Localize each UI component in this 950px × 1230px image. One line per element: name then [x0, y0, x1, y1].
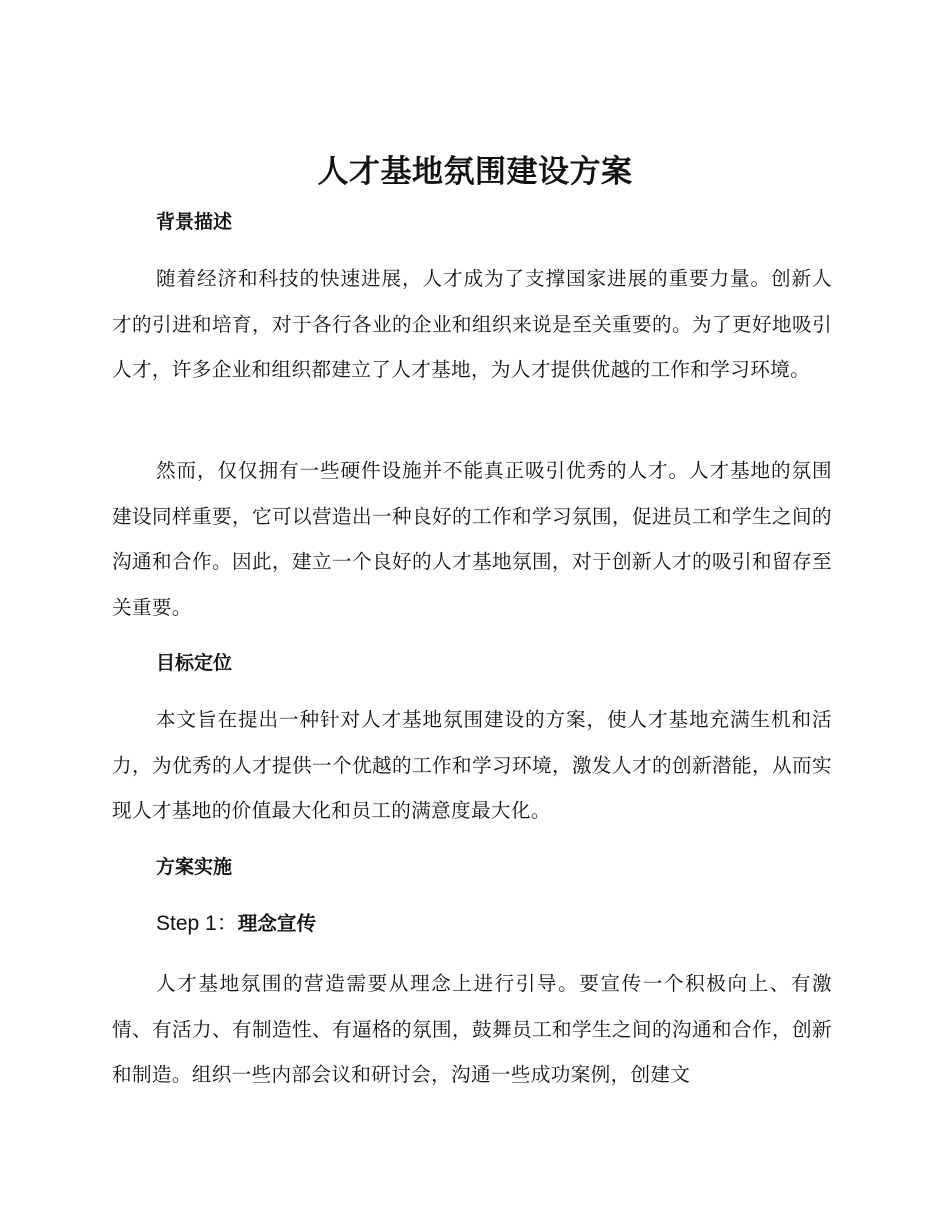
section-heading-goal: 目标定位 — [156, 652, 233, 674]
step-1-label: Step 1： — [156, 912, 238, 935]
document-title: 人才基地氛围建设方案 — [317, 154, 633, 190]
section-heading-background: 背景描述 — [156, 211, 233, 233]
paragraph-step-1: 人才基地氛围的营造需要从理念上进行引导。要宣传一个积极向上、有激情、有活力、有制造性、有逼格的氛围，鼓舞员工和学生之间的沟通和合作，创新和制造。组织一些内部会议和研讨会，沟通一些成功案例，创建文 — [112, 972, 832, 1086]
step-1-title: 理念宣传 — [237, 912, 317, 935]
paragraph-background-1: 随着经济和科技的快速进展，人才成为了支撑国家进展的重要力量。创新人才的引进和培育，对于各行各业的企业和组织来说是至关重要的。为了更好地吸引人才，许多企业和组织都建立了人才基地，为人才提供优越的工作和学习环境。 — [112, 267, 832, 381]
section-heading-implementation: 方案实施 — [156, 856, 233, 878]
paragraph-goal-1: 本文旨在提出一种针对人才基地氛围建设的方案，使人才基地充满生机和活力，为优秀的人才提供一个优越的工作和学习环境，激发人才的创新潜能，从而实现人才基地的价值最大化和员工的满意度最大化。 — [112, 708, 832, 822]
paragraph-background-2: 然而，仅仅拥有一些硬件设施并不能真正吸引优秀的人才。人才基地的氛围建设同样重要，它可以营造出一种良好的工作和学习氛围，促进员工和学生之间的沟通和合作。因此，建立一个良好的人才基地氛围，对于创新人才的吸引和留存至关重要。 — [112, 459, 832, 619]
step-1-heading — [156, 909, 316, 939]
